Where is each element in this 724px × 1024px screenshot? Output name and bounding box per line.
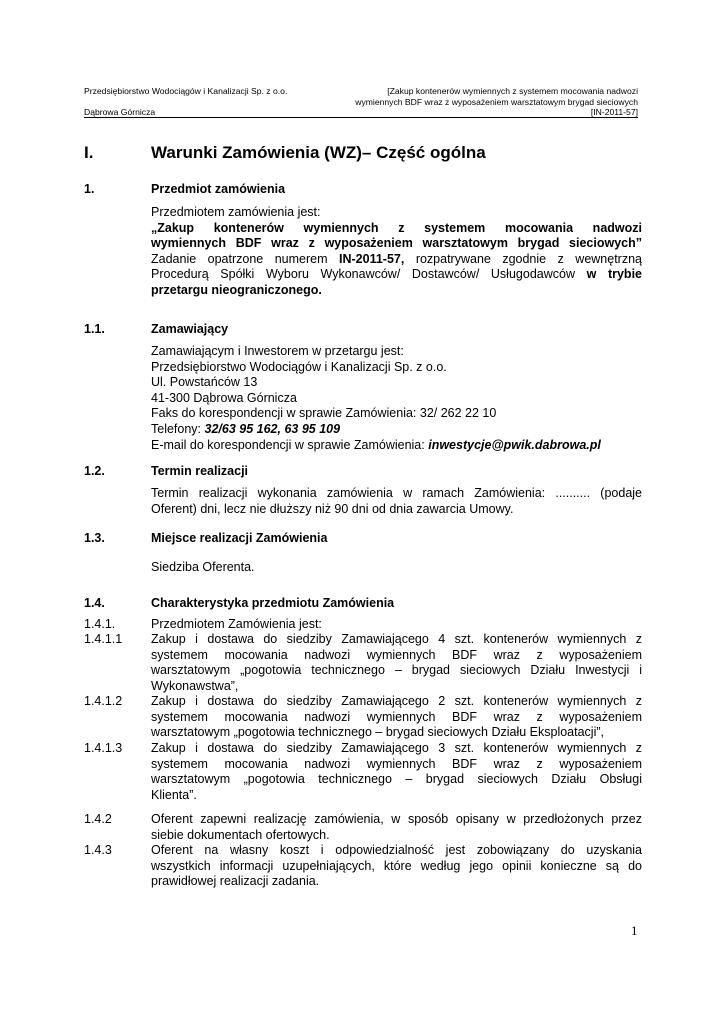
orderer-fax: Faks do korespondencji w sprawie Zamówienia: 32/ 262 22 10 xyxy=(151,406,497,421)
list-item-line: wszystkich informacji uzupełniających, które według jego opinii konieczne są do xyxy=(151,858,642,873)
header-company: Przedsiębiorstwo Wodociągów i Kanalizacji Sp. z o.o. xyxy=(84,86,288,96)
list-item-body xyxy=(151,617,642,633)
heading-1-4-title: Charakterystyka przedmiotu Zamówienia xyxy=(151,596,395,610)
list-item-number: 1.4.2 xyxy=(84,812,112,826)
heading-1-2-title: Termin realizacji xyxy=(151,464,249,478)
orderer-email-label: E-mail do korespondencji w sprawie Zamówienia: xyxy=(151,437,425,452)
paragraph-place xyxy=(151,560,642,576)
list-item-number: 1.4.1.2 xyxy=(84,694,123,708)
list-item-line: siebie dokumentach ofertowych. xyxy=(151,827,330,842)
heading-1-3-number: 1.3. xyxy=(84,531,105,545)
orderer-email xyxy=(151,438,642,454)
subject-line4 xyxy=(151,267,642,283)
deadline-line1: Termin realizacji wykonania zamówienia w ramach Zamówienia: .......... (podaje xyxy=(151,486,642,500)
subject-line3-c: rozpatrywane zgodnie z wewnętrzną xyxy=(415,251,642,266)
list-item-line: systemem mocowania nadwozi wymiennych BDF wraz z wyposażeniem xyxy=(151,647,642,662)
subject-line4-b: w trybie xyxy=(586,267,642,282)
list-item-body xyxy=(151,741,642,803)
orderer-line4: 41-300 Dąbrowa Górnicza xyxy=(151,390,297,405)
header-ref: [IN-2011-57] xyxy=(590,107,638,117)
header-divider xyxy=(84,117,638,118)
place-line1: Siedziba Oferenta. xyxy=(151,560,255,574)
orderer-line2: Przedsiębiorstwo Wodociągów i Kanalizacji Sp. z o.o. xyxy=(151,359,447,374)
heading-1-4-number: 1.4. xyxy=(84,596,105,610)
subject-bold-line1: „Zakup kontenerów wymiennych z systemem mocowania nadwozi xyxy=(151,220,642,235)
list-item-line: Zakup i dostawa do siedziby Zamawiającego 2 szt. kontenerów wymiennych z xyxy=(151,694,642,708)
list-item-line: Zakup i dostawa do siedziby Zamawiającego 3 szt. kontenerów wymiennych z xyxy=(151,741,642,755)
list-item-number: 1.4.3 xyxy=(84,843,112,857)
list-item-line: warsztatowym „pogotowia technicznego – brygad sieciowych Działu Inwestycji i xyxy=(151,663,642,678)
subject-line4-a: Procedurą Spółki Wyboru Wykonawców/ Dostawców/ Usługodawców xyxy=(151,267,575,282)
list-item-line: Oferent zapewni realizację zamówienia, w sposób opisany w przedłożonych przez xyxy=(151,812,642,826)
paragraph-orderer xyxy=(151,344,642,453)
list-item-line: warsztatowym „pogotowia technicznego – brygad sieciowych Działu Obsługi xyxy=(151,772,642,787)
header-subject xyxy=(308,86,638,107)
heading-1-1-title: Zamawiający xyxy=(151,322,229,336)
list-item-line: Przedmiotem Zamówienia jest: xyxy=(151,617,322,631)
heading-1-3-title: Miejsce realizacji Zamówienia xyxy=(151,531,328,545)
list-item-number: 1.4.1. xyxy=(84,617,116,631)
list-item-line: Wykonawstwa”, xyxy=(151,678,239,693)
section-title-text: Warunki Zamówienia (WZ)– Część ogólna xyxy=(151,143,486,162)
list-item-body xyxy=(151,843,642,890)
list-item-line: systemem mocowania nadwozi wymiennych BDF wraz z wyposażeniem xyxy=(151,709,642,724)
subject-line3-a: Zadanie opatrzone numerem xyxy=(151,251,328,266)
page-number: 1 xyxy=(631,923,638,938)
orderer-phones xyxy=(151,422,642,438)
paragraph-deadline xyxy=(151,486,642,517)
list-item-body xyxy=(151,812,642,843)
list-item-line: Oferent na własny koszt i odpowiedzialność jest zobowiązany do uzyskania xyxy=(151,843,642,857)
heading-1-2-number: 1.2. xyxy=(84,464,105,478)
header-city: Dąbrowa Górnicza xyxy=(84,107,156,117)
orderer-line3: Ul. Powstańców 13 xyxy=(151,375,258,390)
list-item-line: Klienta”. xyxy=(151,787,197,802)
deadline-line2: Oferent) dni, lecz nie dłuższy niż 90 dni od dnia zawarcia Umowy. xyxy=(151,501,514,516)
subject-line3 xyxy=(151,252,642,268)
list-item-number: 1.4.1.3 xyxy=(84,741,123,755)
orderer-phones-label: Telefony: xyxy=(151,421,202,436)
orderer-email-value: inwestycje@pwik.dabrowa.pl xyxy=(428,437,601,452)
header-subject-line1: [Zakup kontenerów wymiennych z systemem mocowania nadwozi xyxy=(387,86,638,96)
list-item-line: systemem mocowania nadwozi wymiennych BDF wraz z wyposażeniem xyxy=(151,756,642,771)
header-subject-line2: wymiennych BDF wraz z wyposażeniem warsztatowym brygad sieciowych xyxy=(355,96,638,107)
orderer-line1: Zamawiającym i Inwestorem w przetargu jest: xyxy=(151,344,404,358)
section-number: I. xyxy=(84,143,94,162)
heading-1-title: Przedmiot zamówienia xyxy=(151,182,286,196)
heading-1-number: 1. xyxy=(84,182,95,196)
paragraph-subject xyxy=(151,205,642,299)
subject-bold-line2: wymiennych BDF wraz z wyposażeniem warsztatowym brygad sieciowych” xyxy=(151,236,642,251)
subject-intro: Przedmiotem zamówienia jest: xyxy=(151,205,321,219)
list-item-line: warsztatowym „pogotowia technicznego – brygad sieciowych Działu Eksploatacji”, xyxy=(151,725,604,740)
list-item-line: Zakup i dostawa do siedziby Zamawiającego 4 szt. kontenerów wymiennych z xyxy=(151,632,642,646)
subject-line3-number: IN-2011-57, xyxy=(339,251,405,266)
list-item-line: prawidłowej realizacji zadania. xyxy=(151,874,320,889)
list-item-body xyxy=(151,632,642,694)
subject-line5: przetargu nieograniczonego. xyxy=(151,282,322,297)
orderer-phones-value: 32/63 95 162, 63 95 109 xyxy=(204,421,341,436)
list-item-body xyxy=(151,694,642,741)
heading-1-1-number: 1.1. xyxy=(84,322,105,336)
list-item-number: 1.4.1.1 xyxy=(84,632,123,646)
